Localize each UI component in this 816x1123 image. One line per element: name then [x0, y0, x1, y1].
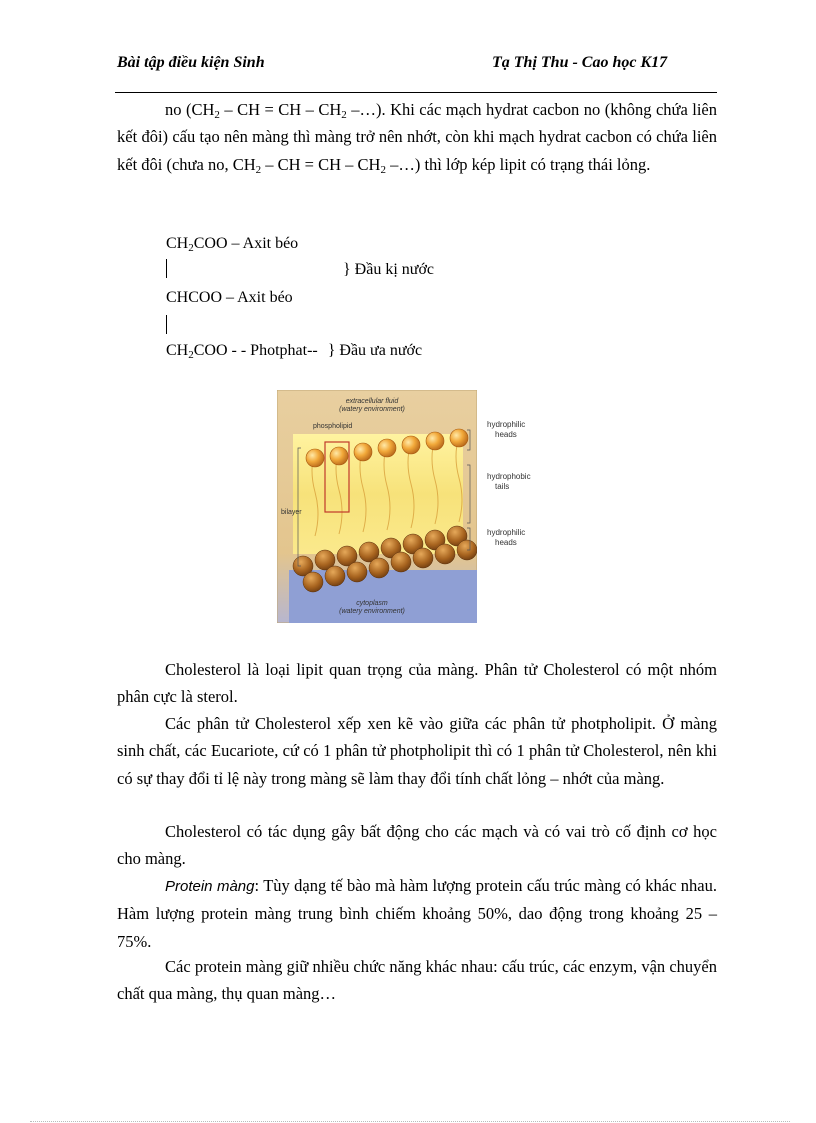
footer-divider	[30, 1121, 790, 1122]
formula-line-1: $CH_2COO$ – Axit béo	[166, 235, 299, 254]
header-right-title: Tạ Thị Thu - Cao học K17	[492, 54, 668, 71]
formula-line-2: CHCOO – Axit béo	[166, 289, 293, 306]
fig-right-label-heads: hydrophilic heads	[487, 420, 526, 439]
paragraph-cholesterol-1: Cholesterol là loại lipit quan trọng của màng. Phân tử Cholesterol có một nhóm phân cực là sterol.	[117, 660, 717, 707]
fig-label-phospholipid: phospholipid	[313, 423, 353, 430]
membrane-bilayer-figure	[277, 390, 477, 623]
formula-brace-hydrophobic: } Đầu kị nước	[343, 261, 435, 278]
formula-brace-hydrophilic: } Đầu ưa nước	[327, 342, 423, 359]
header-divider	[115, 92, 717, 93]
header-left-title: Bài tập điều kiện Sinh	[117, 54, 265, 71]
paragraph-protein: Protein màng: Tùy dạng tế bào mà hàm lượng protein cấu trúc màng có khác nhau. Hàm lượng protein màng trung bình chiếm khoảng 50%, dao động trong khoảng 25 – 75%.	[117, 876, 717, 951]
protein-label: Protein màng	[165, 878, 255, 895]
fig-label-bottom-2: (watery environment)	[339, 608, 405, 615]
paragraph-cholesterol-2: Các phân tử Cholesterol xếp xen kẽ vào giữa các phân tử photpholipit. Ở màng sinh chất, các Eucariote, cứ có 1 phân tử photpholipit thì có 1 phân tử Cholesterol, nên khi có sự thay đổi tỉ lệ này trong màng sẽ làm thay đổi tính chất lỏng – nhớt của màng.	[117, 714, 717, 788]
fig-label-bilayer: bilayer	[281, 509, 302, 516]
fig-right-label-heads-bottom: hydrophilic heads	[487, 528, 526, 547]
formula-line-3: $CH_2COO$ - - Photphat-- } Đầu ưa nước	[166, 342, 423, 361]
formula-bond-1	[166, 259, 167, 278]
formula-bond-2	[166, 315, 167, 334]
paragraph-cholesterol-3: Cholesterol có tác dụng gây bất động cho các mạch và có vai trò cố định cơ học cho màng.	[117, 822, 717, 869]
fig-label-top-2: (watery environment)	[339, 406, 405, 413]
intro-paragraph: no ($CH_2$ – CH = CH – $CH_2$ –…). Khi các mạch hydrat cacbon no (không chứa liên kết đôi) cấu tạo nên màng thì màng trở nên nhớt, còn khi mạch hydrat cacbon có chứa liên kết đôi (chưa no, $CH_2$ – CH = CH – $CH_2$ –…) thì lớp kép lipit có trạng thái lỏng.	[117, 100, 717, 176]
fig-right-label-tails: hydrophobic tails	[487, 472, 531, 491]
fig-label-bottom-1: cytoplasm	[356, 600, 388, 607]
fig-label-top-1: extracellular fluid	[345, 398, 399, 405]
paragraph-protein-functions: Các protein màng giữ nhiều chức năng khác nhau: cấu trúc, các enzym, vận chuyển chất qua màng, thụ quan màng…	[117, 957, 717, 1004]
